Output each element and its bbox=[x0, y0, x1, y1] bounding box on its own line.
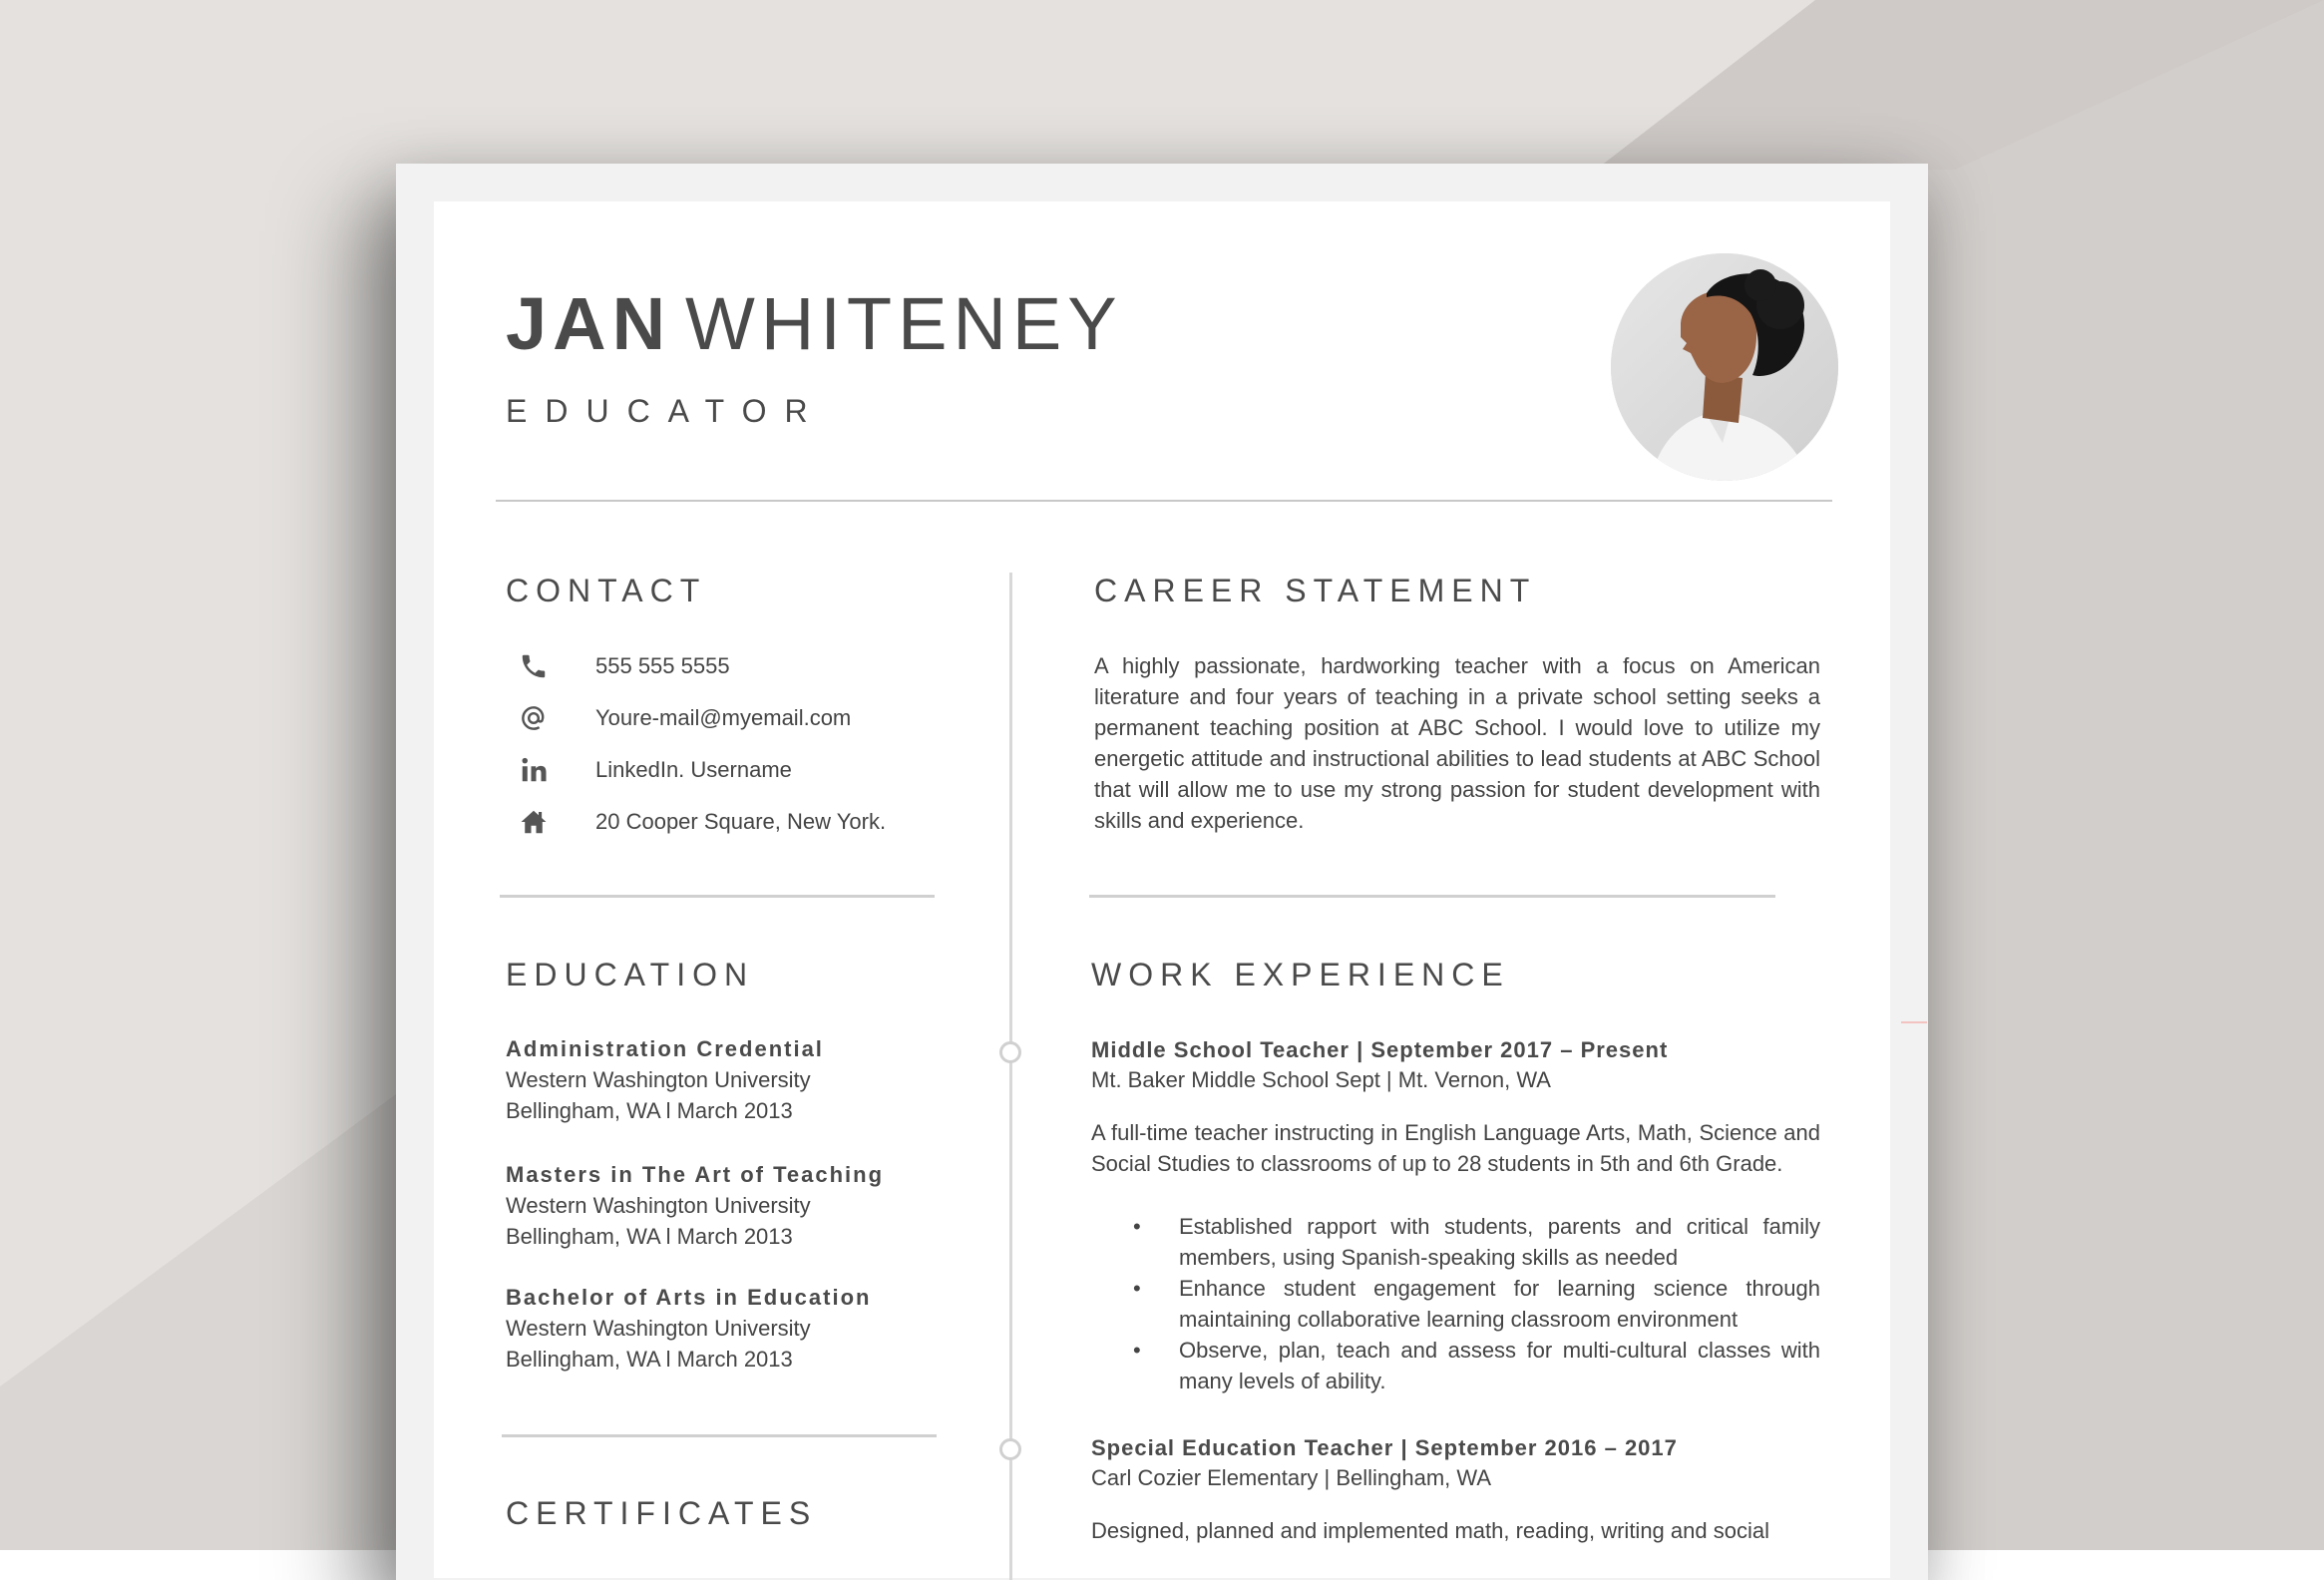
contact-divider bbox=[500, 895, 935, 898]
profile-photo bbox=[1611, 253, 1838, 481]
first-name: JAN bbox=[506, 282, 672, 365]
career-title: CAREER STATEMENT bbox=[1094, 573, 1537, 608]
bullet-item: • Enhance student engagement for learning science through maintaining collaborative learning classroom environment bbox=[1091, 1273, 1820, 1335]
header-divider bbox=[496, 500, 1832, 502]
contact-text: LinkedIn. Username bbox=[595, 757, 792, 782]
at-sign-icon bbox=[514, 700, 554, 736]
school-name: Western Washington University bbox=[506, 1067, 811, 1092]
job-organization: Carl Cozier Elementary | Bellingham, WA bbox=[1091, 1465, 1492, 1490]
school-name: Western Washington University bbox=[506, 1316, 811, 1341]
job-description: Designed, planned and implemented math, reading, writing and social bbox=[1091, 1518, 1769, 1543]
education-divider bbox=[502, 1434, 937, 1437]
degree-name: Administration Credential bbox=[506, 1036, 824, 1061]
last-name: WHITENEY bbox=[685, 282, 1123, 365]
education-title: EDUCATION bbox=[506, 957, 755, 992]
career-statement: A highly passionate, hardworking teacher with a focus on American literature and four years of teaching in a private school setting seeks a permanent teaching position at ABC School. I would love to utilize my energetic attitude and instructional abilities to lead students at ABC School that will allow me to use my strong passion for student development with skills and experience. bbox=[1094, 653, 1820, 833]
career-divider bbox=[1089, 895, 1775, 898]
job-title: Special Education Teacher | September 2016 – 2017 bbox=[1091, 1435, 1678, 1460]
contact-text: 20 Cooper Square, New York. bbox=[595, 809, 887, 834]
home-icon bbox=[514, 804, 554, 840]
job-bullets bbox=[1091, 1211, 1820, 1396]
job-organization: Mt. Baker Middle School Sept | Mt. Vernon, WA bbox=[1091, 1067, 1551, 1092]
bullet-item: • Observe, plan, teach and assess for multi-cultural classes with many levels of ability. bbox=[1091, 1335, 1820, 1396]
resume-page bbox=[434, 201, 1890, 1578]
timeline-dot bbox=[999, 1438, 1021, 1460]
timeline-dot bbox=[999, 1041, 1021, 1063]
job-description: A full-time teacher instructing in English Language Arts, Math, Science and Social Studies to classrooms of up to 28 students in 5th and 6th Grade. bbox=[1091, 1120, 1820, 1176]
contact-text: Youre-mail@myemail.com bbox=[595, 705, 852, 730]
school-name: Western Washington University bbox=[506, 1193, 811, 1218]
education-item bbox=[506, 1160, 965, 1252]
full-name bbox=[506, 281, 1123, 366]
linkedin-icon bbox=[514, 752, 554, 788]
job-role: EDUCATOR bbox=[506, 393, 826, 429]
school-place: Bellingham, WA l March 2013 bbox=[506, 1098, 793, 1123]
contact-email bbox=[514, 700, 852, 736]
degree-name: Bachelor of Arts in Education bbox=[506, 1285, 872, 1310]
work-title: WORK EXPERIENCE bbox=[1091, 957, 1510, 992]
contact-text: 555 555 5555 bbox=[595, 653, 730, 678]
contact-title: CONTACT bbox=[506, 573, 707, 608]
degree-name: Masters in The Art of Teaching bbox=[506, 1162, 885, 1187]
contact-linkedin bbox=[514, 752, 792, 788]
phone-icon bbox=[514, 648, 554, 684]
timeline-line bbox=[1009, 573, 1012, 1580]
accent-mark bbox=[1901, 1021, 1927, 1023]
job-title: Middle School Teacher | September 2017 – Present bbox=[1091, 1037, 1669, 1062]
certificates-title: CERTIFICATES bbox=[506, 1495, 818, 1531]
bullet-item: • Established rapport with students, parents and critical family members, using Spanish-speaking skills as needed bbox=[1091, 1211, 1820, 1273]
school-place: Bellingham, WA l March 2013 bbox=[506, 1347, 793, 1372]
education-item bbox=[506, 1283, 965, 1375]
school-place: Bellingham, WA l March 2013 bbox=[506, 1224, 793, 1249]
education-item bbox=[506, 1034, 965, 1126]
contact-address bbox=[514, 804, 887, 840]
contact-phone bbox=[514, 648, 730, 684]
